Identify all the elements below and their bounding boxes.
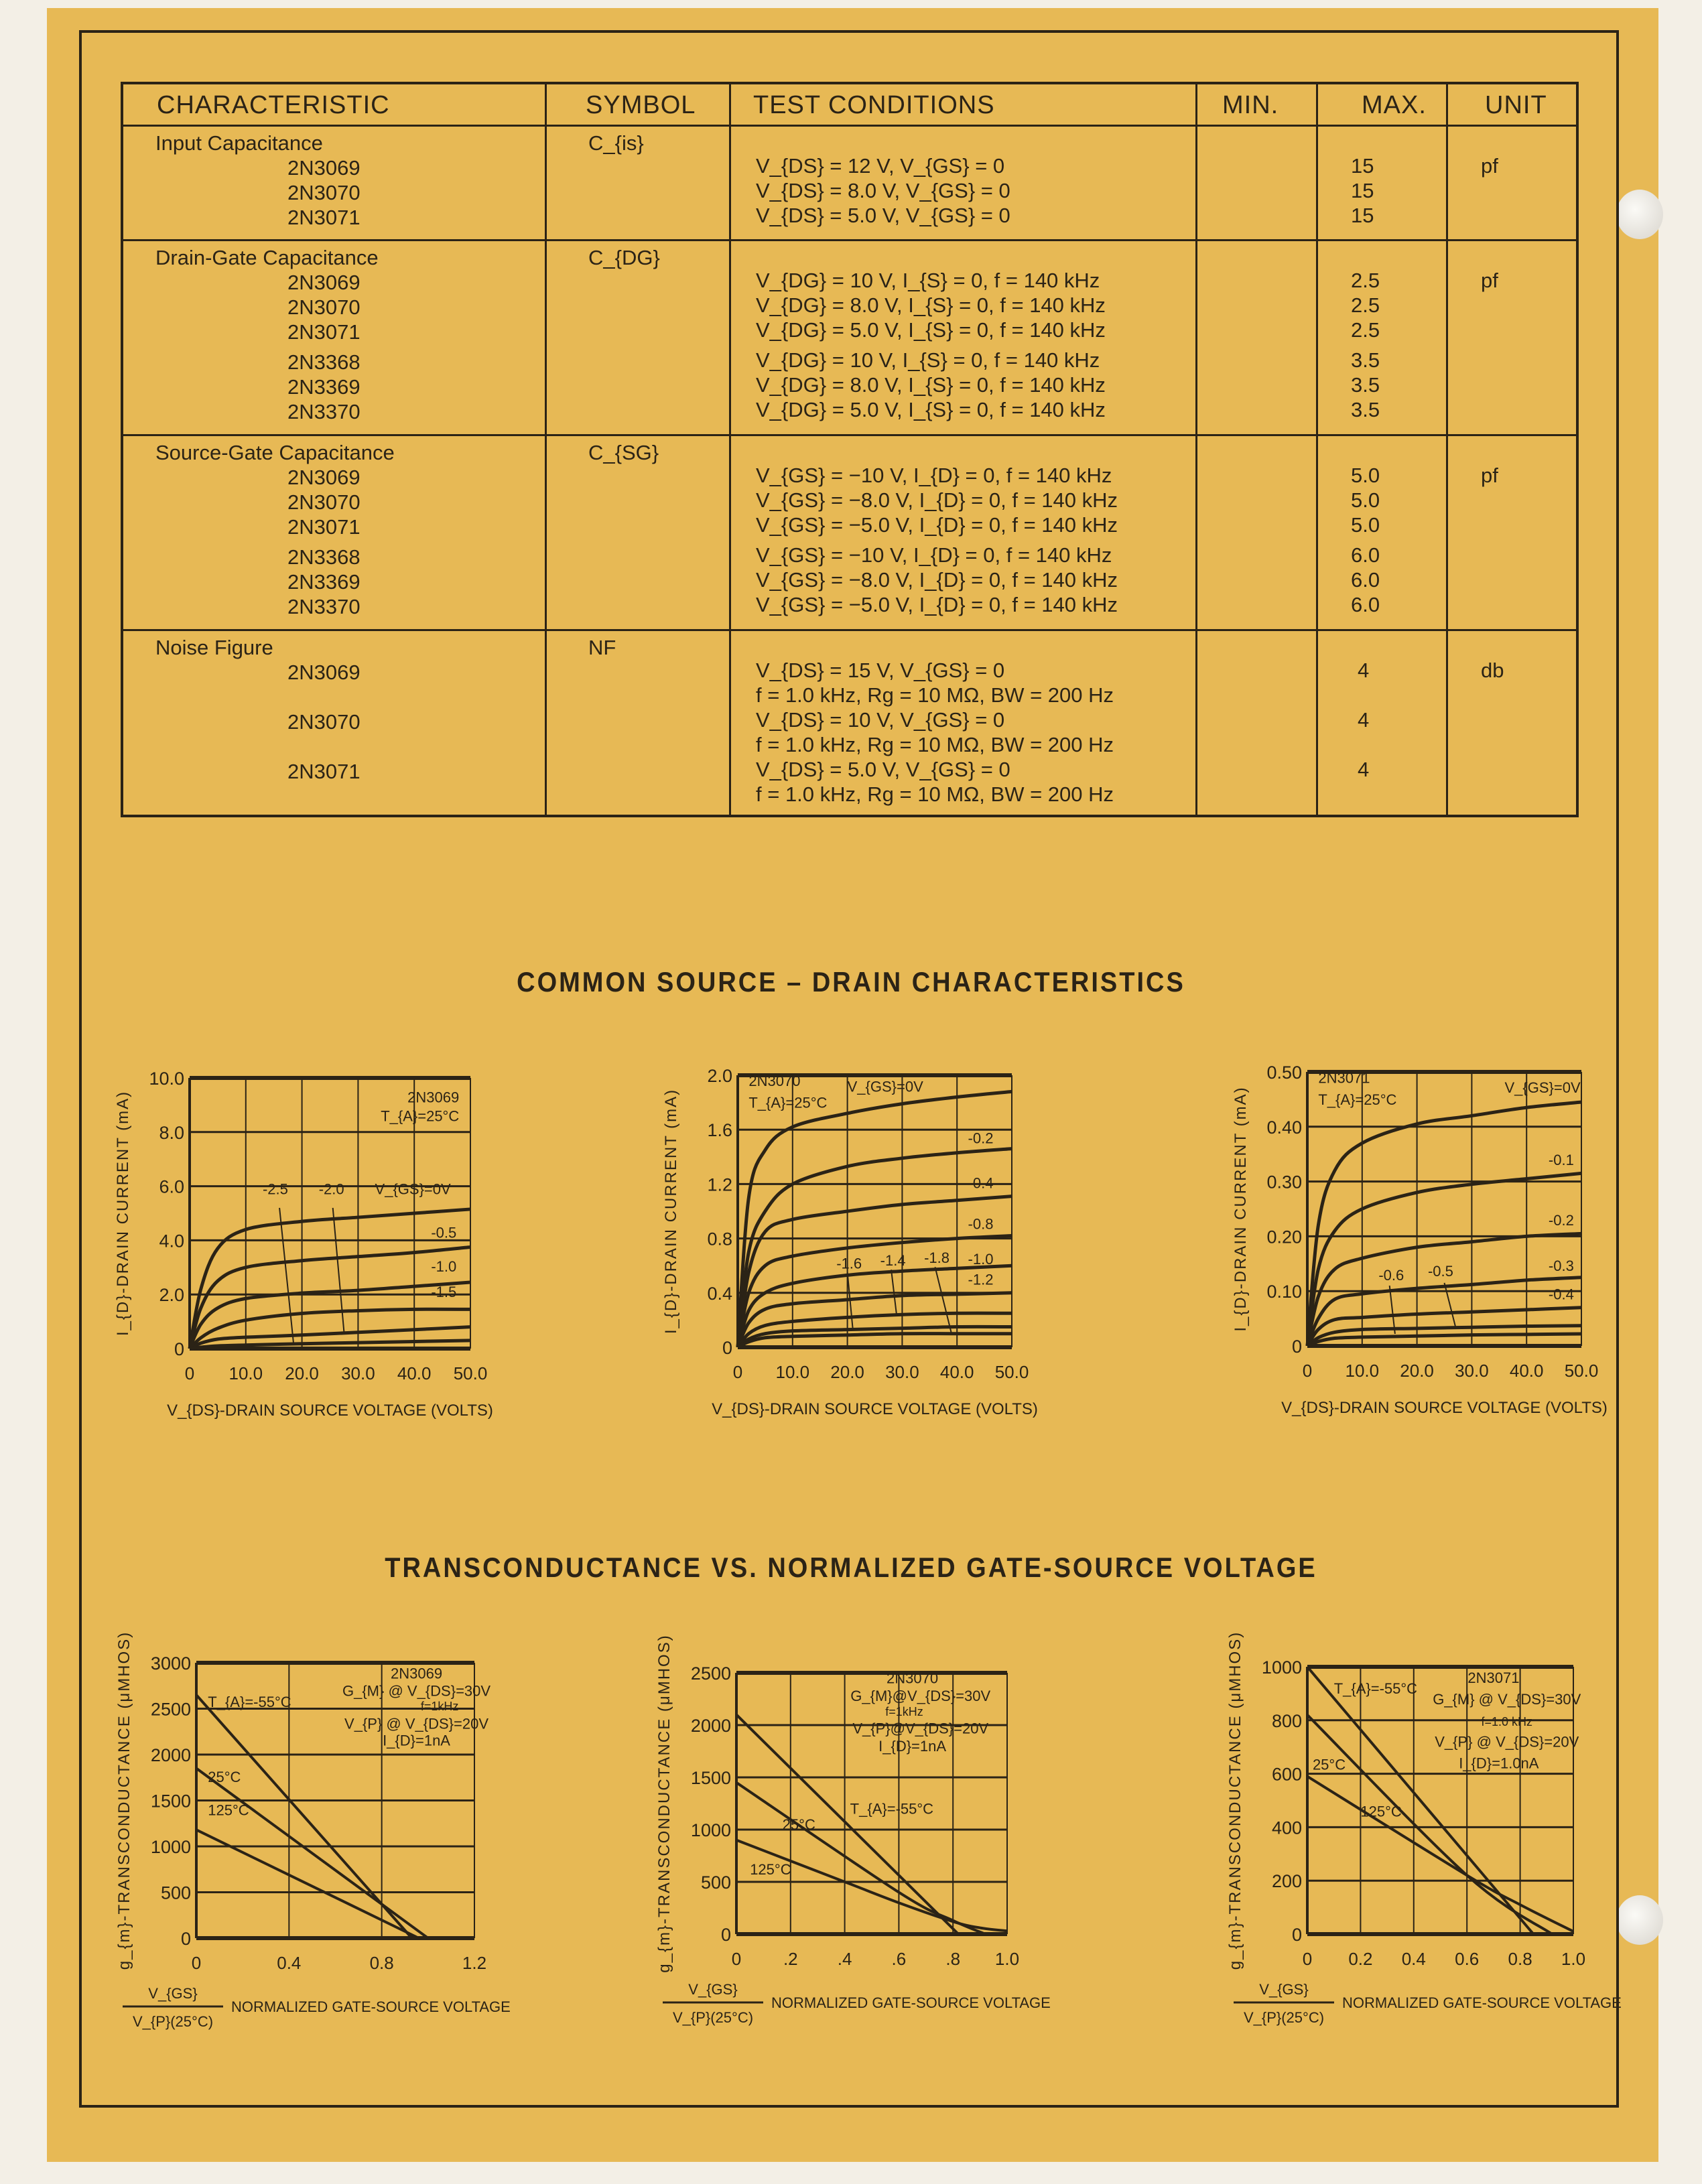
y-tick-label: 800 <box>1271 1710 1302 1731</box>
column-header: UNIT <box>1485 91 1547 119</box>
y-tick-label: 6.0 <box>159 1176 184 1197</box>
y-axis-label: g_{m}-TRANSCONDUCTANCE (μMHOS) <box>115 1631 133 1970</box>
series-label: 125°C <box>208 1801 249 1819</box>
max-value: 5.0 <box>1351 513 1380 537</box>
series-label: -0.3 <box>1548 1257 1574 1274</box>
test-condition: V_{DS} = 5.0 V, V_{GS} = 0 <box>756 204 1010 227</box>
device-type: 2N3370 <box>287 400 361 423</box>
device-type: 2N3070 <box>287 295 361 319</box>
max-value: 6.0 <box>1351 593 1380 616</box>
chart-annotation: 2N3069 <box>391 1665 443 1682</box>
x-tick-label: 50.0 <box>1564 1361 1599 1381</box>
series-label: V_{GS}=0V <box>847 1078 923 1095</box>
series-label: -0.2 <box>1548 1212 1574 1229</box>
max-value: 4 <box>1358 659 1370 682</box>
x-tick-label: 20.0 <box>1400 1361 1434 1381</box>
device-type: 2N3069 <box>287 156 361 180</box>
test-condition: V_{DG} = 8.0 V, I_{S} = 0, f = 140 kHz <box>756 293 1106 317</box>
test-condition: V_{DG} = 10 V, I_{S} = 0, f = 140 kHz <box>756 269 1100 292</box>
column-header: MAX. <box>1362 91 1427 119</box>
device-type: 2N3071 <box>287 515 361 539</box>
x-axis-label: V_{DS}-DRAIN SOURCE VOLTAGE (VOLTS) <box>167 1402 493 1420</box>
column-header: CHARACTERISTIC <box>157 91 390 119</box>
x-tick-label: 1.0 <box>1561 1949 1586 1969</box>
x-axis-label-numerator: V_{GS} <box>688 1981 738 1998</box>
series-label: -1.8 <box>924 1249 950 1267</box>
column-header: MIN. <box>1222 91 1279 119</box>
max-value: 2.5 <box>1351 269 1380 292</box>
x-axis-label: NORMALIZED GATE-SOURCE VOLTAGE <box>231 1998 511 2015</box>
x-tick-label: 0.2 <box>1348 1949 1373 1969</box>
leader-line <box>1390 1286 1395 1334</box>
y-tick-label: 1500 <box>150 1791 191 1812</box>
device-type: 2N3368 <box>287 545 361 569</box>
series-label: T_{A}=-55°C <box>850 1800 934 1818</box>
x-tick-label: 0.8 <box>1508 1949 1532 1969</box>
chart-annotation: 2N3070 <box>887 1669 939 1687</box>
y-tick-label: 0.40 <box>1266 1117 1302 1138</box>
chart-annotation: T_{A}=25°C <box>381 1107 460 1125</box>
unit: pf <box>1481 154 1498 178</box>
y-tick-label: 2500 <box>150 1699 191 1720</box>
test-condition: V_{DS} = 12 V, V_{GS} = 0 <box>756 154 1005 178</box>
y-tick-label: 0 <box>174 1339 184 1359</box>
device-type: 2N3370 <box>287 595 361 618</box>
chart-annotation: 2N3071 <box>1318 1069 1370 1087</box>
series-label: -0.8 <box>968 1215 994 1233</box>
x-tick-label: 0 <box>731 1949 742 1969</box>
device-type: 2N3369 <box>287 570 361 594</box>
series-label: V_{GS}=0V <box>375 1180 451 1198</box>
transconductance-title: TRANSCONDUCTANCE VS. NORMALIZED GATE-SOURCE VOLTAGE <box>385 1552 1317 1584</box>
chart-annotation: V_{P} @ V_{DS}=20V <box>344 1715 489 1732</box>
x-tick-label: 1.2 <box>462 1953 487 1973</box>
test-condition: V_{DS} = 15 V, V_{GS} = 0 <box>756 659 1005 682</box>
y-axis-label: I_{D}-DRAIN CURRENT (mA) <box>1232 1086 1250 1332</box>
leader-line <box>333 1208 344 1333</box>
x-tick-label: 30.0 <box>341 1363 375 1383</box>
chart-annotation: T_{A}=25°C <box>748 1094 828 1111</box>
y-tick-label: 0.8 <box>707 1229 732 1249</box>
chart-annotation: V_{P}@V_{DS}=20V <box>852 1720 989 1737</box>
series-label: -1.4 <box>880 1252 906 1270</box>
max-value: 4 <box>1358 758 1370 781</box>
test-condition: V_{GS} = −8.0 V, I_{D} = 0, f = 140 kHz <box>756 568 1118 592</box>
y-tick-label: 500 <box>160 1883 191 1903</box>
x-tick-label: 0.8 <box>369 1953 394 1973</box>
y-tick-label: 0.50 <box>1266 1063 1302 1083</box>
y-tick-label: 200 <box>1271 1871 1302 1892</box>
x-tick-label: .2 <box>783 1949 798 1969</box>
y-axis-label: g_{m}-TRANSCONDUCTANCE (μMHOS) <box>655 1634 673 1973</box>
x-axis-label-denominator: V_{P}(25°C) <box>672 2009 754 2026</box>
y-axis-label: g_{m}-TRANSCONDUCTANCE (μMHOS) <box>1226 1631 1244 1970</box>
test-condition: V_{DG} = 5.0 V, I_{S} = 0, f = 140 kHz <box>756 318 1106 342</box>
test-condition: V_{DS} = 10 V, V_{GS} = 0 <box>756 708 1005 732</box>
device-type: 2N3070 <box>287 490 361 514</box>
chart-annotation: G_{M} @ V_{DS}=30V <box>342 1682 491 1700</box>
x-axis-label-denominator: V_{P}(25°C) <box>132 2013 214 2030</box>
series-curve <box>1307 1173 1581 1346</box>
x-tick-label: 40.0 <box>397 1363 432 1383</box>
max-value: 3.5 <box>1351 373 1380 397</box>
y-tick-label: 0.10 <box>1266 1282 1302 1302</box>
y-tick-label: 0 <box>1291 1925 1302 1945</box>
test-condition: V_{DG} = 8.0 V, I_{S} = 0, f = 140 kHz <box>756 373 1106 397</box>
x-tick-label: 0.6 <box>1455 1949 1480 1969</box>
series-label: -2.5 <box>262 1180 288 1198</box>
x-tick-label: 0 <box>191 1953 202 1973</box>
max-value: 2.5 <box>1351 318 1380 342</box>
symbol: C_{DG} <box>588 246 660 269</box>
device-type: 2N3071 <box>287 320 361 344</box>
series-label: -0.5 <box>1427 1263 1453 1280</box>
series-label: -0.4 <box>1548 1286 1574 1303</box>
symbol: C_{is} <box>588 131 644 155</box>
max-value: 5.0 <box>1351 464 1380 487</box>
device-type: 2N3069 <box>287 661 361 684</box>
x-tick-label: .6 <box>891 1949 907 1969</box>
column-header: SYMBOL <box>586 91 696 119</box>
unit: db <box>1481 659 1504 682</box>
max-value: 6.0 <box>1351 568 1380 592</box>
chart-annotation: 2N3069 <box>407 1089 460 1106</box>
x-tick-label: 30.0 <box>885 1362 919 1382</box>
y-tick-label: 0.30 <box>1266 1172 1302 1192</box>
max-value: 3.5 <box>1351 348 1380 372</box>
y-tick-label: 4.0 <box>159 1231 184 1251</box>
column-header: TEST CONDITIONS <box>753 91 995 119</box>
unit: pf <box>1481 464 1498 487</box>
series-curve <box>736 1840 1007 1931</box>
chart-annotation: V_{P} @ V_{DS}=20V <box>1435 1733 1579 1751</box>
test-condition: V_{GS} = −8.0 V, I_{D} = 0, f = 140 kHz <box>756 488 1118 512</box>
x-tick-label: 40.0 <box>1509 1361 1544 1381</box>
test-condition: V_{GS} = −5.0 V, I_{D} = 0, f = 140 kHz <box>756 593 1118 616</box>
max-value: 3.5 <box>1351 398 1380 421</box>
leader-line <box>935 1267 952 1333</box>
device-type: 2N3069 <box>287 466 361 489</box>
y-axis-label: I_{D}-DRAIN CURRENT (mA) <box>662 1088 680 1335</box>
series-label: 25°C <box>208 1769 241 1786</box>
test-condition: V_{DG} = 5.0 V, I_{S} = 0, f = 140 kHz <box>756 398 1106 421</box>
series-label: -1.2 <box>968 1271 994 1288</box>
x-axis-label: V_{DS}-DRAIN SOURCE VOLTAGE (VOLTS) <box>1281 1399 1608 1417</box>
x-tick-label: .4 <box>837 1949 852 1969</box>
series-curve <box>1307 1777 1573 1931</box>
series-label: -0.5 <box>431 1224 457 1241</box>
chart-annotation: 2N3071 <box>1467 1669 1520 1686</box>
series-label: -0.6 <box>1378 1266 1404 1284</box>
x-tick-label: 0.4 <box>277 1953 302 1973</box>
test-condition: V_{DG} = 10 V, I_{S} = 0, f = 140 kHz <box>756 348 1100 372</box>
y-tick-label: 1000 <box>1261 1657 1302 1678</box>
x-tick-label: 0 <box>184 1363 195 1383</box>
max-value: 15 <box>1351 204 1374 227</box>
series-label: -1.0 <box>431 1257 457 1275</box>
x-tick-label: 0.4 <box>1401 1949 1426 1969</box>
y-tick-label: 1.2 <box>707 1174 732 1195</box>
y-tick-label: 0 <box>1291 1337 1302 1357</box>
max-value: 15 <box>1351 179 1374 202</box>
drain-characteristics-title: COMMON SOURCE – DRAIN CHARACTERISTICS <box>517 967 1185 999</box>
y-tick-label: 0 <box>722 1338 732 1358</box>
chart-annotation: I_{D}=1nA <box>878 1738 947 1755</box>
y-tick-label: 1.6 <box>707 1120 732 1141</box>
y-tick-label: 2.0 <box>707 1066 732 1086</box>
test-condition: V_{GS} = −5.0 V, I_{D} = 0, f = 140 kHz <box>756 513 1118 537</box>
x-tick-label: .8 <box>945 1949 961 1969</box>
series-label: 25°C <box>782 1816 815 1833</box>
y-tick-label: 8.0 <box>159 1122 184 1143</box>
x-tick-label: 40.0 <box>939 1362 974 1382</box>
max-value: 5.0 <box>1351 488 1380 512</box>
x-tick-label: 10.0 <box>228 1363 263 1383</box>
y-tick-label: 400 <box>1271 1818 1302 1838</box>
y-tick-label: 2500 <box>690 1663 731 1684</box>
series-label: 125°C <box>1360 1803 1402 1820</box>
y-tick-label: 2000 <box>150 1745 191 1765</box>
unit: pf <box>1481 269 1498 292</box>
y-tick-label: 1000 <box>690 1820 731 1840</box>
chart-annotation: G_{M} @ V_{DS}=30V <box>1433 1690 1581 1708</box>
device-type: 2N3070 <box>287 181 361 204</box>
x-tick-label: 50.0 <box>453 1363 488 1383</box>
leader-line <box>279 1208 293 1343</box>
x-axis-label-numerator: V_{GS} <box>148 1985 198 2002</box>
test-condition: V_{GS} = −10 V, I_{D} = 0, f = 140 kHz <box>756 543 1112 567</box>
characteristic-name: Noise Figure <box>155 636 273 659</box>
device-type: 2N3071 <box>287 760 361 783</box>
leader-line <box>1445 1283 1455 1326</box>
max-value: 2.5 <box>1351 293 1380 317</box>
x-axis-label-numerator: V_{GS} <box>1259 1981 1309 1998</box>
x-tick-label: 20.0 <box>285 1363 319 1383</box>
chart-annotation: I_{D}=1.0nA <box>1459 1755 1539 1772</box>
series-label: -1.5 <box>431 1284 457 1301</box>
y-tick-label: 2.0 <box>159 1285 184 1306</box>
series-label: -0.2 <box>968 1130 994 1147</box>
series-label: T_{A}=-55°C <box>208 1693 291 1710</box>
y-tick-label: 500 <box>700 1872 731 1893</box>
series-label: 25°C <box>1312 1756 1346 1773</box>
characteristic-name: Drain-Gate Capacitance <box>155 246 379 269</box>
y-axis-label: I_{D}-DRAIN CURRENT (mA) <box>114 1090 132 1337</box>
y-tick-label: 1000 <box>150 1837 191 1857</box>
x-tick-label: 10.0 <box>775 1362 810 1382</box>
test-condition: V_{DS} = 5.0 V, V_{GS} = 0 <box>756 758 1010 781</box>
max-value: 4 <box>1358 708 1370 732</box>
x-tick-label: 50.0 <box>994 1362 1029 1382</box>
x-tick-label: 10.0 <box>1345 1361 1380 1381</box>
max-value: 6.0 <box>1351 543 1380 567</box>
x-tick-label: 1.0 <box>994 1949 1020 1969</box>
series-curve <box>738 1293 1012 1347</box>
device-type: 2N3071 <box>287 206 361 229</box>
x-axis-label: NORMALIZED GATE-SOURCE VOLTAGE <box>1342 1994 1622 2011</box>
device-type: 2N3069 <box>287 271 361 294</box>
y-tick-label: 2000 <box>690 1716 731 1736</box>
y-tick-label: 600 <box>1271 1764 1302 1785</box>
test-condition: V_{GS} = −10 V, I_{D} = 0, f = 140 kHz <box>756 464 1112 487</box>
test-condition: f = 1.0 kHz, Rg = 10 MΩ, BW = 200 Hz <box>756 733 1114 756</box>
y-tick-label: 0 <box>720 1925 731 1945</box>
device-type: 2N3369 <box>287 375 361 399</box>
characteristic-name: Source-Gate Capacitance <box>155 441 395 464</box>
y-tick-label: 0.4 <box>707 1283 732 1304</box>
test-condition: V_{DS} = 8.0 V, V_{GS} = 0 <box>756 179 1010 202</box>
test-condition: f = 1.0 kHz, Rg = 10 MΩ, BW = 200 Hz <box>756 782 1114 806</box>
x-tick-label: 0 <box>1302 1361 1313 1381</box>
symbol: C_{SG} <box>588 441 659 464</box>
chart-annotation: 2N3070 <box>748 1073 801 1090</box>
y-tick-label: 3000 <box>150 1653 191 1674</box>
series-label: -0.1 <box>1548 1152 1574 1169</box>
y-tick-label: 0 <box>180 1929 191 1949</box>
x-axis-label: NORMALIZED GATE-SOURCE VOLTAGE <box>771 1994 1051 2011</box>
x-tick-label: 30.0 <box>1455 1361 1489 1381</box>
series-label: T_{A}=-55°C <box>1333 1680 1418 1697</box>
characteristic-name: Input Capacitance <box>155 131 323 155</box>
symbol: NF <box>588 636 616 659</box>
chart-annotation: f=1.0 kHz <box>1481 1714 1533 1728</box>
chart-annotation: G_{M}@V_{DS}=30V <box>850 1688 991 1705</box>
series-label: -1.0 <box>968 1251 994 1268</box>
series-label: -0.4 <box>968 1174 994 1192</box>
x-tick-label: 20.0 <box>830 1362 864 1382</box>
max-value: 15 <box>1351 154 1374 178</box>
series-label: -1.6 <box>836 1255 862 1272</box>
x-tick-label: 0 <box>732 1362 743 1382</box>
chart-annotation: I_{D}=1nA <box>383 1732 451 1749</box>
series-label: V_{GS}=0V <box>1504 1079 1581 1097</box>
y-tick-label: 1500 <box>690 1768 731 1788</box>
x-axis-label: V_{DS}-DRAIN SOURCE VOLTAGE (VOLTS) <box>712 1400 1038 1418</box>
y-tick-label: 10.0 <box>149 1069 184 1089</box>
test-condition: f = 1.0 kHz, Rg = 10 MΩ, BW = 200 Hz <box>756 683 1114 707</box>
chart-annotation: f=1kHz <box>420 1700 459 1714</box>
device-type: 2N3368 <box>287 350 361 374</box>
series-label: 125°C <box>750 1861 791 1879</box>
device-type: 2N3070 <box>287 710 361 734</box>
x-axis-label-denominator: V_{P}(25°C) <box>1243 2009 1325 2026</box>
y-tick-label: 0.20 <box>1266 1227 1302 1247</box>
x-tick-label: 0 <box>1302 1949 1313 1969</box>
series-label: -2.0 <box>318 1180 344 1198</box>
chart-annotation: f=1kHz <box>885 1704 923 1718</box>
series-curve <box>738 1334 1012 1347</box>
series-curve <box>196 1769 428 1938</box>
chart-annotation: T_{A}=25°C <box>1318 1091 1397 1109</box>
